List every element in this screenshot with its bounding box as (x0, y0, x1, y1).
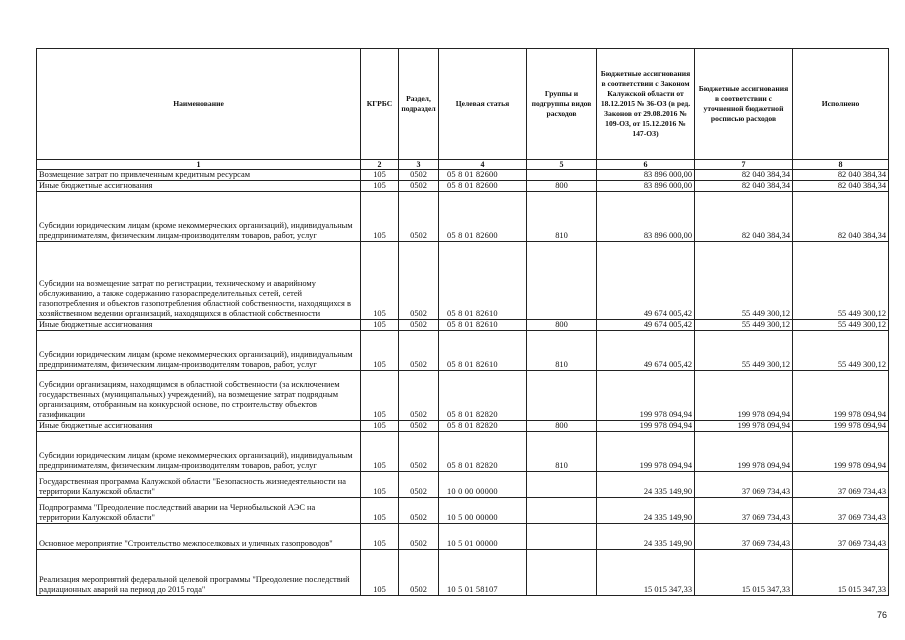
header-groups: Группы и подгруппы видов расходов (527, 49, 597, 160)
table-row (37, 331, 889, 371)
row-executed: 82 040 384,34 (793, 192, 889, 242)
row-law-allocation: 199 978 094,94 (597, 421, 695, 432)
table-row (37, 524, 889, 550)
row-law-allocation: 49 674 005,42 (597, 242, 695, 320)
row-updated-allocation: 37 069 734,43 (695, 498, 793, 524)
row-law-allocation: 15 015 347,33 (597, 550, 695, 596)
table-row (37, 421, 889, 432)
row-section: 0502 (399, 371, 439, 421)
row-updated-allocation: 82 040 384,34 (695, 192, 793, 242)
column-number: 3 (399, 160, 439, 170)
row-kgrbs: 105 (361, 498, 399, 524)
row-kgrbs: 105 (361, 320, 399, 331)
row-law-allocation: 49 674 005,42 (597, 320, 695, 331)
row-name: Подпрограмма "Преодоление последствий аварии на Чернобыльской АЭС на территории Калужской области" (37, 498, 361, 524)
row-target: 05 8 01 82820 (439, 371, 527, 421)
row-target: 05 8 01 82600 (439, 192, 527, 242)
row-law-allocation: 199 978 094,94 (597, 432, 695, 472)
row-target: 10 5 01 00000 (439, 524, 527, 550)
row-section: 0502 (399, 192, 439, 242)
header-row (37, 49, 889, 160)
row-target: 05 8 01 82600 (439, 170, 527, 181)
column-number: 8 (793, 160, 889, 170)
row-updated-allocation: 15 015 347,33 (695, 550, 793, 596)
row-section: 0502 (399, 550, 439, 596)
row-executed: 82 040 384,34 (793, 170, 889, 181)
row-updated-allocation: 37 069 734,43 (695, 524, 793, 550)
column-number: 2 (361, 160, 399, 170)
row-target: 05 8 01 82610 (439, 320, 527, 331)
row-name: Государственная программа Калужской области "Безопасность жизнедеятельности на территории Калужской области" (37, 472, 361, 498)
row-group: 810 (527, 192, 597, 242)
page-number: 76 (876, 610, 887, 620)
column-number: 5 (527, 160, 597, 170)
row-group (527, 242, 597, 320)
row-law-allocation: 83 896 000,00 (597, 170, 695, 181)
row-target: 05 8 01 82610 (439, 331, 527, 371)
row-law-allocation: 83 896 000,00 (597, 181, 695, 192)
table-row (37, 432, 889, 472)
row-name: Иные бюджетные ассигнования (37, 421, 361, 432)
row-target: 10 5 01 58107 (439, 550, 527, 596)
header-name: Наименование (37, 49, 361, 160)
row-section: 0502 (399, 242, 439, 320)
row-kgrbs: 105 (361, 181, 399, 192)
row-kgrbs: 105 (361, 524, 399, 550)
row-section: 0502 (399, 170, 439, 181)
row-name: Субсидии организациям, находящимся в областной собственности (за исключением государственных (муниципальных) учреждений), на возмещение затрат подрядным организациям, отобранным на конкурсной основе, по строительству объектов газификации (37, 371, 361, 421)
row-updated-allocation: 82 040 384,34 (695, 170, 793, 181)
row-group: 810 (527, 331, 597, 371)
row-section: 0502 (399, 472, 439, 498)
row-law-allocation: 24 335 149,90 (597, 524, 695, 550)
row-law-allocation: 199 978 094,94 (597, 371, 695, 421)
header-law-allocations: Бюджетные ассигнования в соответствии с Законом Калужской области от 18.12.2015 № 36-ОЗ (в ред. Законов от 29.08.2016 № 109-ОЗ, от 15.12.2016 № 147-ОЗ) (597, 49, 695, 160)
row-group: 800 (527, 320, 597, 331)
table-row (37, 472, 889, 498)
row-kgrbs: 105 (361, 192, 399, 242)
row-kgrbs: 105 (361, 371, 399, 421)
row-executed: 55 449 300,12 (793, 331, 889, 371)
row-executed: 55 449 300,12 (793, 320, 889, 331)
row-name: Иные бюджетные ассигнования (37, 320, 361, 331)
row-law-allocation: 49 674 005,42 (597, 331, 695, 371)
header-target: Целевая статья (439, 49, 527, 160)
row-updated-allocation: 199 978 094,94 (695, 371, 793, 421)
row-executed: 82 040 384,34 (793, 181, 889, 192)
row-executed: 15 015 347,33 (793, 550, 889, 596)
row-target: 05 8 01 82600 (439, 181, 527, 192)
row-section: 0502 (399, 421, 439, 432)
budget-table-sheet (36, 48, 889, 596)
row-target: 05 8 01 82820 (439, 421, 527, 432)
row-group (527, 524, 597, 550)
row-updated-allocation: 199 978 094,94 (695, 432, 793, 472)
table-row (37, 498, 889, 524)
header-executed: Исполнено (793, 49, 889, 160)
row-name: Иные бюджетные ассигнования (37, 181, 361, 192)
row-group (527, 170, 597, 181)
table-row (37, 320, 889, 331)
row-section: 0502 (399, 432, 439, 472)
row-kgrbs: 105 (361, 331, 399, 371)
row-kgrbs: 105 (361, 170, 399, 181)
row-group (527, 550, 597, 596)
row-law-allocation: 83 896 000,00 (597, 192, 695, 242)
row-name: Субсидии юридическим лицам (кроме некоммерческих организаций), индивидуальным предпринимателям, физическим лицам-производителям товаров, работ, услуг (37, 432, 361, 472)
row-executed: 37 069 734,43 (793, 472, 889, 498)
row-target: 10 0 00 00000 (439, 472, 527, 498)
row-name: Субсидии юридическим лицам (кроме некоммерческих организаций), индивидуальным предпринимателям, физическим лицам-производителям товаров, работ, услуг (37, 192, 361, 242)
row-kgrbs: 105 (361, 432, 399, 472)
row-executed: 199 978 094,94 (793, 432, 889, 472)
row-updated-allocation: 37 069 734,43 (695, 472, 793, 498)
table-row (37, 181, 889, 192)
column-number-row (37, 160, 889, 170)
row-name: Основное мероприятие "Строительство межпоселковых и уличных газопроводов" (37, 524, 361, 550)
table-row (37, 550, 889, 596)
column-number: 7 (695, 160, 793, 170)
row-updated-allocation: 199 978 094,94 (695, 421, 793, 432)
row-target: 05 8 01 82610 (439, 242, 527, 320)
row-section: 0502 (399, 181, 439, 192)
row-name: Субсидии юридическим лицам (кроме некоммерческих организаций), индивидуальным предпринимателям, физическим лицам-производителям товаров, работ, услуг (37, 331, 361, 371)
table-row (37, 371, 889, 421)
column-number: 6 (597, 160, 695, 170)
row-updated-allocation: 55 449 300,12 (695, 320, 793, 331)
budget-table (36, 48, 889, 596)
row-executed: 37 069 734,43 (793, 498, 889, 524)
row-section: 0502 (399, 320, 439, 331)
row-group: 800 (527, 421, 597, 432)
row-executed: 199 978 094,94 (793, 421, 889, 432)
column-number: 1 (37, 160, 361, 170)
table-row (37, 242, 889, 320)
row-executed: 199 978 094,94 (793, 371, 889, 421)
row-group (527, 371, 597, 421)
header-kgrbs: КГРБС (361, 49, 399, 160)
row-section: 0502 (399, 498, 439, 524)
row-law-allocation: 24 335 149,90 (597, 472, 695, 498)
row-name: Реализация мероприятий федеральной целевой программы "Преодоление последствий радиационных аварий на период до 2015 года" (37, 550, 361, 596)
row-law-allocation: 24 335 149,90 (597, 498, 695, 524)
table-row (37, 170, 889, 181)
row-target: 10 5 00 00000 (439, 498, 527, 524)
row-group (527, 498, 597, 524)
table-row (37, 192, 889, 242)
row-section: 0502 (399, 524, 439, 550)
row-executed: 37 069 734,43 (793, 524, 889, 550)
row-kgrbs: 105 (361, 242, 399, 320)
row-kgrbs: 105 (361, 550, 399, 596)
row-target: 05 8 01 82820 (439, 432, 527, 472)
row-updated-allocation: 55 449 300,12 (695, 331, 793, 371)
row-group: 810 (527, 432, 597, 472)
header-section: Раздел, подраздел (399, 49, 439, 160)
row-kgrbs: 105 (361, 421, 399, 432)
header-updated-allocations: Бюджетные ассигнования в соответствии с уточненной бюджетной росписью расходов (695, 49, 793, 160)
row-updated-allocation: 82 040 384,34 (695, 181, 793, 192)
row-group: 800 (527, 181, 597, 192)
row-section: 0502 (399, 331, 439, 371)
row-kgrbs: 105 (361, 472, 399, 498)
row-group (527, 472, 597, 498)
row-name: Возмещение затрат по привлеченным кредитным ресурсам (37, 170, 361, 181)
row-name: Субсидии на возмещение затрат по регистрации, техническому и аварийному обслуживанию, а также содержанию газораспределительных сетей, сетей газопотребления и объектов газопотребления областной собственности, находящихся в хозяйственном ведении организаций, находящихся в областной собственности (37, 242, 361, 320)
column-number: 4 (439, 160, 527, 170)
row-updated-allocation: 55 449 300,12 (695, 242, 793, 320)
row-executed: 55 449 300,12 (793, 242, 889, 320)
